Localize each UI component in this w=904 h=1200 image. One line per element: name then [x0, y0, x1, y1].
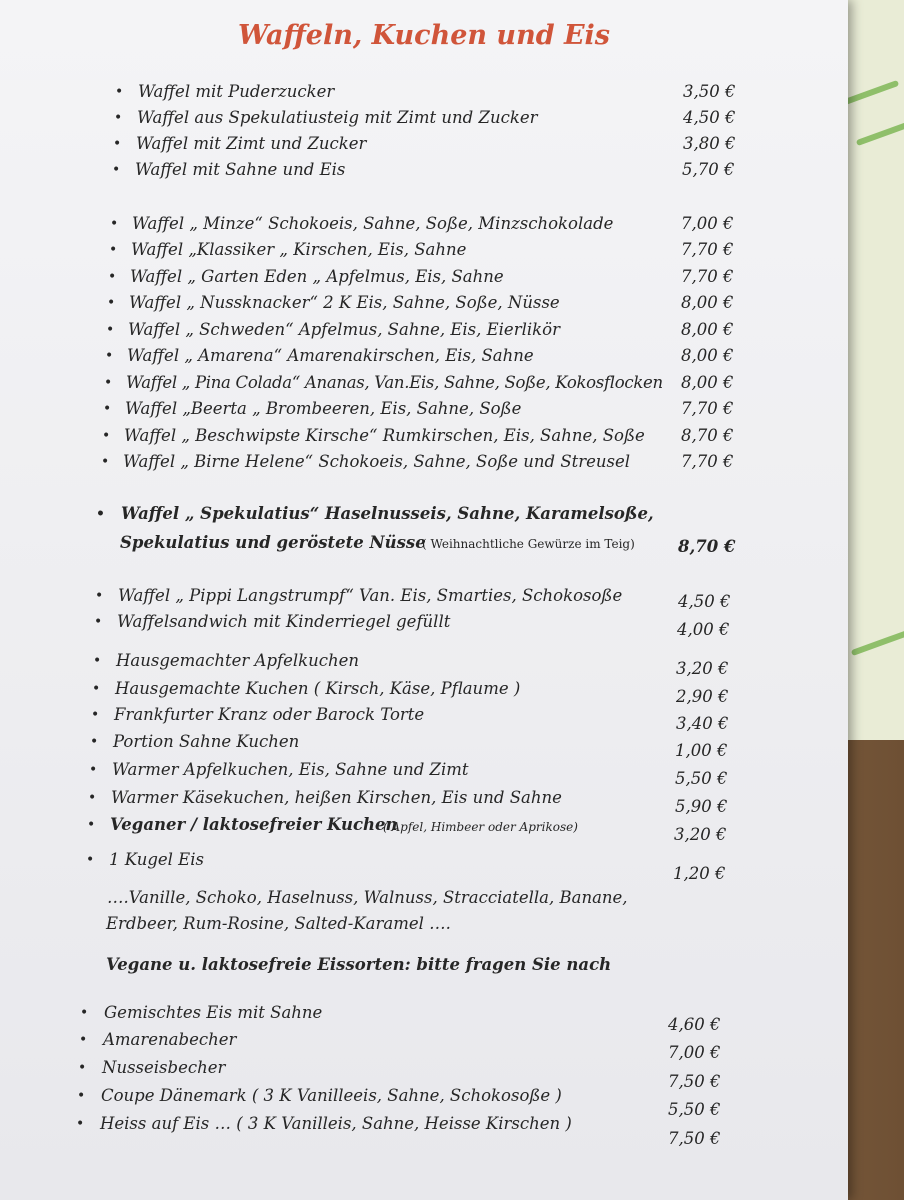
vegan-icecream-note: Vegane u. laktosefreie Eissorten: bitte fragen Sie nach	[106, 955, 612, 974]
menu-item	[0, 134, 848, 158]
item-price: 5,50 €	[675, 769, 728, 788]
menu-item	[0, 399, 848, 423]
bullet: •	[90, 734, 99, 750]
item-name: Warmer Käsekuchen, heißen Kirschen, Eis und Sahne	[111, 788, 562, 807]
item-name: Portion Sahne Kuchen	[113, 732, 300, 751]
menu-item	[0, 1030, 848, 1062]
bullet: •	[104, 375, 113, 391]
item-note: ( Apfel, Himbeer oder Aprikose)	[383, 820, 578, 834]
menu-item	[0, 293, 848, 317]
item-name: Gemischtes Eis mit Sahne	[104, 1003, 323, 1022]
item-price: 4,00 €	[677, 620, 730, 639]
item-price: 4,60 €	[668, 1015, 721, 1034]
menu-title: Waffeln, Kuchen und Eis	[237, 20, 611, 51]
bullet: •	[96, 506, 105, 522]
menu-item	[0, 815, 848, 844]
bullet: •	[86, 852, 95, 868]
menu-item	[0, 705, 848, 733]
menu-item	[0, 82, 848, 106]
menu-item	[0, 1114, 848, 1148]
item-price: 4,50 €	[683, 108, 736, 127]
item-name: Warmer Apfelkuchen, Eis, Sahne und Zimt	[112, 760, 469, 779]
item-price: 7,70 €	[681, 267, 734, 286]
bullet: •	[94, 614, 103, 630]
napkin-leaf-pattern	[851, 630, 904, 656]
menu-item	[0, 760, 848, 788]
bullet: •	[76, 1116, 85, 1132]
menu-item	[0, 373, 848, 397]
bullet: •	[91, 707, 100, 723]
item-name: Waffel „ Minze“ Schokoeis, Sahne, Soße, Minzschokolade	[132, 214, 614, 233]
bullet: •	[109, 242, 118, 258]
napkin-leaf-pattern	[841, 80, 899, 106]
bullet: •	[101, 454, 110, 470]
napkin-leaf-pattern	[856, 120, 904, 146]
icecream-flavors-line-2: Erdbeer, Rum-Rosine, Salted-Karamel ….	[106, 914, 451, 933]
menu-item	[0, 1086, 848, 1119]
item-name: Waffel „ Schweden“ Apfelmus, Sahne, Eis, Eierlikör	[128, 320, 560, 339]
item-name: Waffel mit Sahne und Eis	[135, 160, 346, 179]
menu-item	[0, 346, 848, 370]
item-price: 7,00 €	[668, 1043, 721, 1062]
item-name: Hausgemachte Kuchen ( Kirsch, Käse, Pflaume )	[115, 679, 521, 698]
bullet: •	[80, 1005, 89, 1021]
bullet: •	[113, 136, 122, 152]
item-name: Frankfurter Kranz oder Barock Torte	[114, 705, 425, 724]
menu-item	[0, 320, 848, 344]
special-price: 8,70 €	[678, 537, 736, 556]
special-line-1: Waffel „ Spekulatius“ Haselnusseis, Sahne, Karamelsoße,	[121, 504, 654, 523]
item-price: 2,90 €	[676, 687, 729, 706]
menu-item	[0, 214, 848, 238]
item-price: 8,00 €	[681, 373, 734, 392]
item-price: 7,70 €	[681, 452, 734, 471]
bullet: •	[114, 110, 123, 126]
menu-item	[0, 240, 848, 264]
menu-item	[0, 426, 848, 450]
item-price: 4,50 €	[678, 592, 731, 611]
item-name: Waffel „ Pina Colada“ Ananas, Van.Eis, Sahne, Soße, Kokosflocken	[126, 373, 663, 392]
menu-item-icecream	[0, 850, 848, 883]
bullet: •	[108, 269, 117, 285]
item-price: 5,70 €	[682, 160, 735, 179]
item-price: 3,80 €	[683, 134, 736, 153]
bullet: •	[95, 588, 104, 604]
item-name: Hausgemachter Apfelkuchen	[116, 651, 360, 670]
bullet: •	[106, 322, 115, 338]
menu-item	[0, 612, 848, 639]
item-name: Waffel „Klassiker „ Kirschen, Eis, Sahne	[131, 240, 467, 259]
item-price: 8,00 €	[681, 293, 734, 312]
item-price: 7,50 €	[668, 1072, 721, 1091]
bullet: •	[107, 295, 116, 311]
bullet: •	[92, 681, 101, 697]
item-price: 3,20 €	[676, 659, 729, 678]
bullet: •	[88, 790, 97, 806]
bullet: •	[87, 817, 96, 833]
item-price: 7,50 €	[668, 1129, 721, 1148]
special-line-2: Spekulatius und geröstete Nüsse	[120, 533, 426, 552]
bullet: •	[77, 1088, 86, 1104]
item-name: Waffel „ Birne Helene“ Schokoeis, Sahne, Soße und Streusel	[123, 452, 631, 471]
menu-item	[0, 732, 848, 760]
item-name: 1 Kugel Eis	[109, 850, 204, 869]
menu-item	[0, 1003, 848, 1034]
menu-item	[0, 586, 848, 610]
item-name: Waffelsandwich mit Kinderriegel gefüllt	[117, 612, 451, 631]
menu-item	[0, 267, 848, 291]
bullet: •	[79, 1032, 88, 1048]
bullet: •	[89, 762, 98, 778]
item-price: 1,00 €	[675, 741, 728, 760]
item-price: 3,40 €	[676, 714, 729, 733]
item-price: 5,90 €	[675, 797, 728, 816]
item-name: Amarenabecher	[103, 1030, 237, 1049]
item-price: 7,00 €	[681, 214, 734, 233]
item-price: 8,70 €	[681, 426, 734, 445]
item-name: Coupe Dänemark ( 3 K Vanilleeis, Sahne, Schokosoße )	[101, 1086, 562, 1105]
bullet: •	[110, 216, 119, 232]
menu-item	[0, 108, 848, 132]
special-item-cont	[0, 533, 848, 557]
item-price: 1,20 €	[673, 864, 726, 883]
item-name: Veganer / laktosefreier Kuchen	[110, 815, 398, 834]
menu-item	[0, 1058, 848, 1091]
item-name: Waffel „ Beschwipste Kirsche“ Rumkirschen, Eis, Sahne, Soße	[124, 426, 645, 445]
item-name: Waffel „Beerta „ Brombeeren, Eis, Sahne, Soße	[125, 399, 522, 418]
item-price: 8,00 €	[681, 320, 734, 339]
menu-item	[0, 651, 848, 678]
item-name: Waffel mit Zimt und Zucker	[136, 134, 367, 153]
bullet: •	[112, 162, 121, 178]
bullet: •	[102, 428, 111, 444]
item-name: Waffel „ Amarena“ Amarenakirschen, Eis, Sahne	[127, 346, 534, 365]
item-price: 3,20 €	[674, 825, 727, 844]
bullet: •	[105, 348, 114, 364]
bullet: •	[78, 1060, 87, 1076]
icecream-flavors-line-1: ….Vanille, Schoko, Haselnuss, Walnuss, Stracciatella, Banane,	[107, 888, 628, 907]
item-name: Waffel aus Spekulatiusteig mit Zimt und Zucker	[137, 108, 538, 127]
menu-item	[0, 679, 848, 706]
item-price: 8,00 €	[681, 346, 734, 365]
item-price: 5,50 €	[668, 1100, 721, 1119]
bullet: •	[115, 84, 124, 100]
bullet: •	[93, 653, 102, 669]
item-name: Heiss auf Eis … ( 3 K Vanilleis, Sahne, Heisse Kirschen )	[100, 1114, 572, 1133]
item-price: 7,70 €	[681, 399, 734, 418]
item-name: Waffel „ Garten Eden „ Apfelmus, Eis, Sahne	[130, 267, 504, 286]
item-price: 7,70 €	[681, 240, 734, 259]
bullet: •	[103, 401, 112, 417]
item-name: Waffel „ Pippi Langstrumpf“ Van. Eis, Smarties, Schokosoße	[118, 586, 623, 605]
menu-item	[0, 788, 848, 816]
item-name: Nusseisbecher	[102, 1058, 226, 1077]
menu-item	[0, 452, 848, 476]
item-name: Waffel „ Nussknacker“ 2 K Eis, Sahne, Soße, Nüsse	[129, 293, 560, 312]
item-price: 3,50 €	[683, 82, 736, 101]
item-name: Waffel mit Puderzucker	[138, 82, 335, 101]
special-note: ( Weihnachtliche Gewürze im Teig)	[422, 537, 635, 551]
special-item	[0, 504, 848, 528]
menu-item	[0, 160, 848, 184]
